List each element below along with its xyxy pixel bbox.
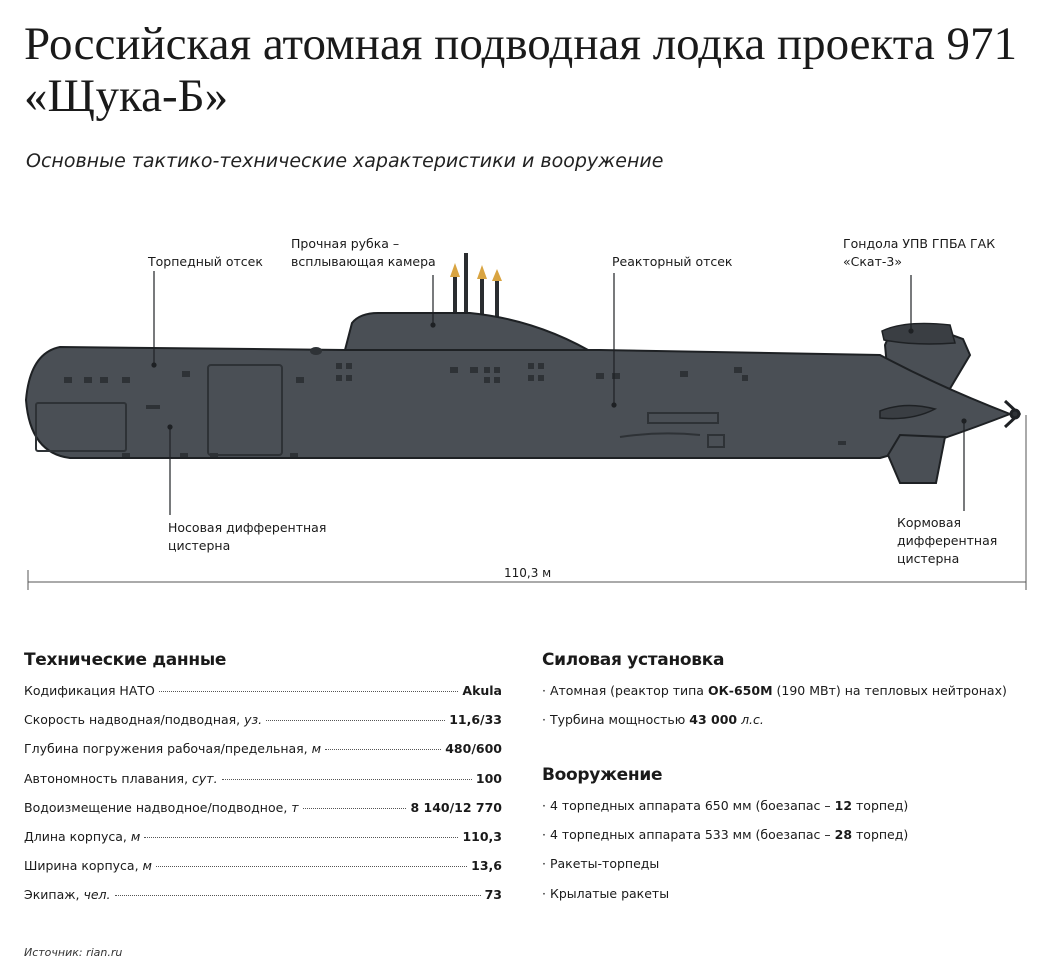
dot-leader [266, 720, 445, 721]
dot-leader [115, 895, 481, 896]
callout-conning-tower-1: Прочная рубка – [291, 236, 400, 251]
sonar-pod [882, 323, 955, 344]
spec-value: 13,6 [471, 858, 502, 874]
spec-label: Экипаж, [24, 887, 84, 903]
callout-sonar-pod-1: Гондола УПВ ГПБА ГАК [843, 236, 996, 251]
spec-value: 8 140/12 770 [410, 799, 502, 815]
length-label: 110,3 м [504, 566, 552, 580]
bullet-bold: 28 [834, 827, 853, 843]
spec-row [24, 712, 502, 741]
bullet-text: · Атомная (реактор типа [542, 683, 708, 698]
dot-leader [303, 808, 407, 809]
spec-row [24, 741, 502, 770]
spec-unit: м [130, 828, 141, 844]
list-item [542, 798, 1042, 827]
bullet-bold: 12 [834, 798, 853, 813]
bullet-bold: 43 000 [689, 712, 738, 728]
spec-row [24, 800, 502, 829]
spec-label: Кодификация НАТО [24, 683, 155, 698]
spec-value: 11,6/33 [449, 712, 502, 728]
spec-unit: м [142, 858, 152, 874]
masts [455, 253, 497, 319]
list-item: · Крылатые ракеты [542, 885, 670, 901]
spec-unit: т [291, 799, 299, 815]
tech-spec-list [24, 683, 502, 917]
callout-stern-tank-3: цистерна [897, 551, 960, 566]
list-item [542, 827, 1042, 856]
dot-leader [159, 691, 459, 692]
callout-conning-tower-2: всплывающая камера [291, 254, 436, 269]
spec-row [24, 683, 502, 712]
spec-label: Водоизмещение надводное/подводное, [24, 799, 292, 815]
spec-row [24, 829, 502, 858]
spec-label: Автономность плавания, [24, 770, 193, 786]
spec-value: 110,3 [462, 828, 502, 844]
list-item [542, 712, 1042, 741]
callout-reactor-compartment: Реакторный отсек [612, 254, 733, 269]
dot-leader [325, 749, 441, 750]
bullet-text: торпед) [852, 798, 909, 813]
spec-unit: м [311, 741, 322, 757]
lower-rudder [888, 435, 945, 483]
bullet-unit: л.с. [737, 712, 764, 728]
list-item [542, 683, 1042, 712]
list-item: · Ракеты-торпеды [542, 856, 660, 872]
bullet-text: торпед) [852, 827, 909, 843]
page-title: Российская атомная подводная лодка проекта 971 «Щука-Б» [24, 18, 1017, 122]
callout-sonar-pod-2: «Скат-3» [843, 254, 902, 269]
spec-row [24, 887, 502, 916]
spec-label: Длина корпуса, [24, 828, 131, 844]
hull [26, 347, 1010, 458]
antenna-tips [450, 263, 502, 281]
spec-value: 73 [484, 887, 502, 903]
spec-value: 100 [475, 770, 502, 786]
bullet-text: · 4 торпедных аппарата 650 мм (боезапас – [542, 798, 835, 813]
dot-leader [222, 779, 472, 780]
spec-label: Глубина погружения рабочая/предельная, [24, 741, 312, 757]
submarine-diagram [0, 215, 1062, 615]
callout-bow-tank-1: Носовая дифферентная [168, 520, 327, 535]
bullet-text: (190 МВт) на тепловых нейтронах) [772, 683, 1007, 698]
spec-label: Скорость надводная/подводная, [24, 712, 245, 728]
spec-value: 480/600 [445, 741, 502, 757]
dot-leader [156, 866, 467, 867]
tech-heading: Технические данные [24, 650, 227, 670]
spec-label: Ширина корпуса, [24, 858, 143, 874]
page-subtitle: Основные тактико-технические характеристики и вооружение [26, 150, 664, 172]
callout-bow-tank-2: цистерна [168, 538, 231, 553]
callout-torpedo-compartment: Торпедный отсек [148, 254, 263, 269]
spec-unit: уз. [244, 712, 263, 728]
spec-unit: чел. [83, 887, 111, 903]
spec-row [24, 771, 502, 800]
callout-stern-tank-1: Кормовая [897, 515, 962, 530]
spec-value: Akula [462, 683, 502, 698]
arms-heading: Вооружение [542, 765, 663, 785]
power-heading: Силовая установка [542, 650, 725, 670]
bullet-text: · Турбина мощностью [542, 712, 690, 728]
spec-row [24, 858, 502, 887]
bullet-text: · 4 торпедных аппарата 533 мм (боезапас – [542, 827, 835, 843]
bullet-bold: ОК-650М [707, 683, 773, 698]
arms-list [542, 798, 1042, 915]
source-note: Источник: rian.ru [24, 946, 123, 959]
spec-unit: сут. [192, 770, 218, 786]
power-list [542, 683, 1042, 741]
dot-leader [144, 837, 458, 838]
callout-stern-tank-2: дифферентная [897, 533, 998, 548]
